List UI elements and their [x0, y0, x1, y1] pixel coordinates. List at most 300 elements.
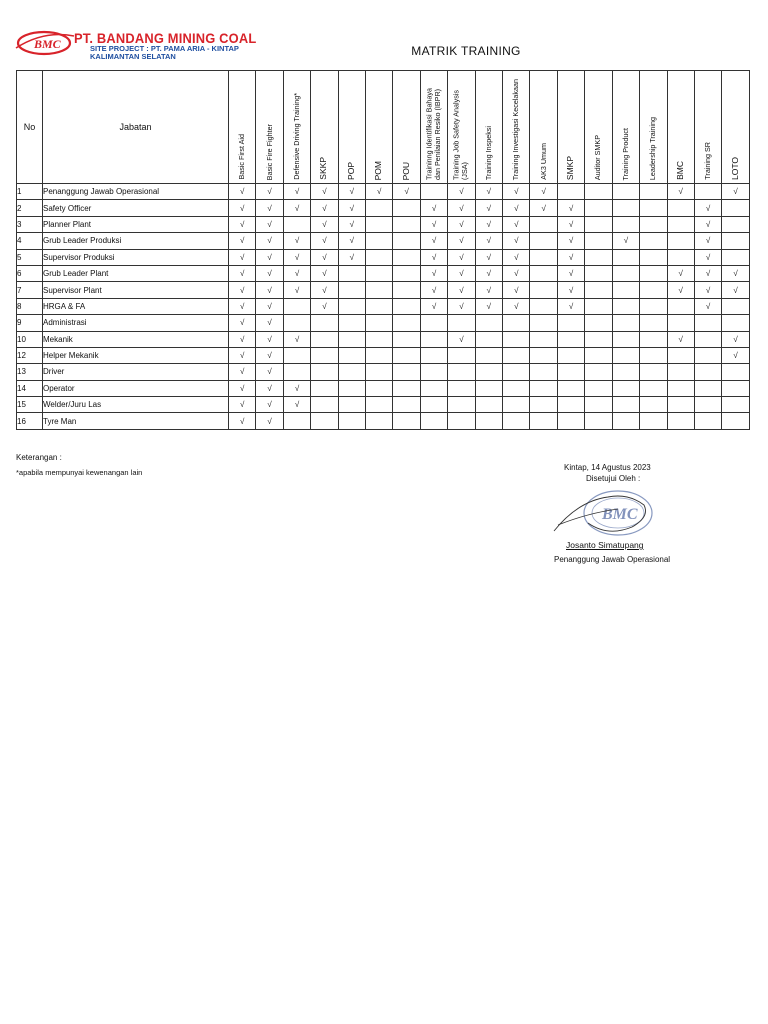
check-cell: √ [256, 265, 283, 281]
check-cell: √ [420, 233, 447, 249]
row-jabatan: Tyre Man [43, 413, 229, 429]
header-training-10 [503, 71, 530, 184]
check-cell [311, 364, 338, 380]
check-cell [694, 364, 721, 380]
check-cell [612, 397, 639, 413]
check-cell: √ [503, 282, 530, 298]
training-matrix-table [16, 70, 750, 430]
check-cell [420, 347, 447, 363]
check-cell [311, 331, 338, 347]
check-cell [503, 413, 530, 429]
check-cell: √ [311, 265, 338, 281]
company-name: PT. BANDANG MINING COAL [74, 30, 257, 46]
check-cell [420, 413, 447, 429]
table-row [17, 282, 750, 298]
check-cell: √ [475, 200, 502, 216]
check-cell [722, 216, 749, 232]
check-cell [420, 184, 447, 200]
table-row [17, 298, 750, 314]
header-training-label: Training Job Safety Analysis (JSA) [452, 89, 470, 180]
site-project: SITE PROJECT : PT. PAMA ARIA - KINTAP [90, 44, 239, 53]
header-training-8 [448, 71, 475, 184]
table-row [17, 265, 750, 281]
check-cell [640, 282, 667, 298]
check-cell: √ [311, 216, 338, 232]
check-cell [475, 315, 502, 331]
check-cell [557, 184, 584, 200]
check-cell [557, 397, 584, 413]
check-cell [283, 364, 310, 380]
check-cell [612, 315, 639, 331]
check-cell: √ [503, 233, 530, 249]
check-cell: √ [557, 265, 584, 281]
check-cell: √ [530, 184, 557, 200]
check-cell: √ [722, 184, 749, 200]
check-cell [612, 249, 639, 265]
check-cell [393, 397, 420, 413]
check-cell [612, 347, 639, 363]
check-cell: √ [557, 298, 584, 314]
check-cell: √ [283, 380, 310, 396]
check-cell: √ [557, 200, 584, 216]
check-cell [640, 298, 667, 314]
check-cell [393, 331, 420, 347]
check-cell [640, 413, 667, 429]
check-cell: √ [503, 200, 530, 216]
header-training-16 [667, 71, 694, 184]
check-cell: √ [612, 233, 639, 249]
check-cell: √ [256, 184, 283, 200]
check-cell [475, 380, 502, 396]
check-cell [503, 380, 530, 396]
check-cell [612, 331, 639, 347]
check-cell: √ [503, 265, 530, 281]
check-cell [667, 413, 694, 429]
header-no: No [17, 71, 43, 184]
check-cell: √ [366, 184, 393, 200]
check-cell: √ [338, 233, 365, 249]
header-training-3 [311, 71, 338, 184]
header-training-0 [229, 71, 256, 184]
check-cell: √ [229, 315, 256, 331]
check-cell: √ [256, 347, 283, 363]
check-cell [311, 347, 338, 363]
check-cell [475, 331, 502, 347]
check-cell: √ [311, 282, 338, 298]
check-cell [585, 331, 612, 347]
check-cell: √ [475, 282, 502, 298]
check-cell [366, 364, 393, 380]
row-no: 6 [17, 265, 43, 281]
header-training-label: AK3 Umum [538, 143, 548, 180]
check-cell [338, 413, 365, 429]
table-row [17, 347, 750, 363]
row-no: 4 [17, 233, 43, 249]
company-stamp-icon [548, 483, 658, 543]
check-cell [667, 216, 694, 232]
approved-by-label: Disetujui Oleh : [586, 474, 641, 483]
row-jabatan: Penanggung Jawab Operasional [43, 184, 229, 200]
check-cell [338, 397, 365, 413]
check-cell [393, 364, 420, 380]
check-cell [722, 315, 749, 331]
check-cell [667, 347, 694, 363]
check-cell: √ [311, 298, 338, 314]
check-cell [722, 413, 749, 429]
check-cell: √ [694, 282, 721, 298]
check-cell [311, 397, 338, 413]
check-cell [530, 380, 557, 396]
check-cell [667, 364, 694, 380]
check-cell [640, 216, 667, 232]
row-jabatan: Safety Officer [43, 200, 229, 216]
check-cell: √ [694, 200, 721, 216]
row-no: 12 [17, 347, 43, 363]
header-training-label: POP [345, 162, 356, 180]
check-cell [448, 413, 475, 429]
check-cell [585, 298, 612, 314]
header-training-15 [640, 71, 667, 184]
header-training-5 [366, 71, 393, 184]
check-cell [557, 380, 584, 396]
check-cell: √ [256, 298, 283, 314]
check-cell: √ [338, 216, 365, 232]
check-cell: √ [448, 200, 475, 216]
row-jabatan: Welder/Juru Las [43, 397, 229, 413]
check-cell: √ [338, 249, 365, 265]
check-cell: √ [229, 233, 256, 249]
check-cell [366, 315, 393, 331]
check-cell: √ [722, 331, 749, 347]
check-cell [530, 347, 557, 363]
check-cell [640, 364, 667, 380]
check-cell: √ [283, 282, 310, 298]
header-training-2 [283, 71, 310, 184]
check-cell [557, 364, 584, 380]
signer-position: Penanggung Jawab Operasional [554, 555, 671, 564]
check-cell [311, 380, 338, 396]
check-cell: √ [311, 233, 338, 249]
check-cell: √ [475, 233, 502, 249]
check-cell [448, 315, 475, 331]
check-cell: √ [667, 265, 694, 281]
check-cell: √ [256, 216, 283, 232]
check-cell: √ [448, 184, 475, 200]
header-training-11 [530, 71, 557, 184]
header-training-label: BMC [674, 161, 685, 180]
check-cell: √ [667, 331, 694, 347]
check-cell [612, 265, 639, 281]
row-no: 2 [17, 200, 43, 216]
check-cell [393, 413, 420, 429]
check-cell [420, 397, 447, 413]
check-cell: √ [475, 298, 502, 314]
check-cell: √ [229, 347, 256, 363]
check-cell [640, 315, 667, 331]
check-cell: √ [311, 249, 338, 265]
check-cell: √ [448, 216, 475, 232]
check-cell [503, 331, 530, 347]
check-cell [366, 282, 393, 298]
table-row [17, 364, 750, 380]
table-row [17, 233, 750, 249]
check-cell: √ [722, 347, 749, 363]
check-cell [612, 184, 639, 200]
check-cell: √ [475, 265, 502, 281]
header-training-label: Traininng Identifikasi Bahaya dan Penilaian Resiko (IBPR) [424, 87, 443, 180]
check-cell [694, 331, 721, 347]
check-cell [366, 216, 393, 232]
check-cell [311, 315, 338, 331]
header-training-label: SKKP [318, 157, 329, 180]
check-cell [530, 397, 557, 413]
check-cell [667, 380, 694, 396]
header-training-label: Training Investigasi Kecelakaan [511, 78, 521, 180]
row-jabatan: Administrasi [43, 315, 229, 331]
check-cell [393, 380, 420, 396]
check-cell [393, 233, 420, 249]
check-cell [283, 413, 310, 429]
check-cell [585, 265, 612, 281]
check-cell [338, 347, 365, 363]
check-cell: √ [694, 233, 721, 249]
header-jabatan: Jabatan [43, 71, 229, 184]
row-no: 10 [17, 331, 43, 347]
check-cell [338, 282, 365, 298]
check-cell [283, 216, 310, 232]
table-row [17, 200, 750, 216]
check-cell: √ [256, 200, 283, 216]
check-cell [640, 397, 667, 413]
check-cell [640, 380, 667, 396]
check-cell [585, 233, 612, 249]
check-cell [722, 380, 749, 396]
check-cell [667, 397, 694, 413]
check-cell [366, 347, 393, 363]
row-no: 15 [17, 397, 43, 413]
check-cell [448, 364, 475, 380]
check-cell [585, 216, 612, 232]
header-training-label: Defensive Driving Training* [291, 93, 301, 180]
table-row [17, 249, 750, 265]
page-title: MATRIK TRAINING [411, 44, 521, 58]
check-cell: √ [420, 249, 447, 265]
check-cell: √ [448, 331, 475, 347]
check-cell [393, 315, 420, 331]
check-cell: √ [557, 216, 584, 232]
check-cell [667, 315, 694, 331]
check-cell: √ [338, 184, 365, 200]
check-cell: √ [448, 233, 475, 249]
check-cell: √ [393, 184, 420, 200]
check-cell [722, 397, 749, 413]
row-jabatan: Grub Leader Produksi [43, 233, 229, 249]
check-cell [640, 249, 667, 265]
check-cell [393, 216, 420, 232]
check-cell: √ [256, 364, 283, 380]
check-cell: √ [283, 233, 310, 249]
check-cell [585, 282, 612, 298]
check-cell [366, 298, 393, 314]
check-cell: √ [311, 200, 338, 216]
check-cell: √ [475, 216, 502, 232]
check-cell: √ [256, 413, 283, 429]
header-training-label: Basic Fire Fighter [264, 123, 274, 180]
row-jabatan: Supervisor Produksi [43, 249, 229, 265]
check-cell: √ [694, 298, 721, 314]
row-no: 9 [17, 315, 43, 331]
check-cell: √ [229, 397, 256, 413]
header-training-4 [338, 71, 365, 184]
check-cell [585, 249, 612, 265]
check-cell: √ [557, 282, 584, 298]
place-date: Kintap, 14 Agustus 2023 [564, 463, 651, 472]
check-cell [667, 298, 694, 314]
header-training-14 [612, 71, 639, 184]
check-cell [283, 347, 310, 363]
check-cell [366, 200, 393, 216]
check-cell [557, 413, 584, 429]
header-training-label: Training Product [620, 127, 630, 180]
check-cell: √ [229, 413, 256, 429]
row-no: 13 [17, 364, 43, 380]
header-training-label: POM [373, 160, 384, 180]
check-cell: √ [420, 216, 447, 232]
check-cell: √ [448, 298, 475, 314]
check-cell [366, 397, 393, 413]
check-cell: √ [530, 200, 557, 216]
check-cell [503, 397, 530, 413]
check-cell: √ [256, 331, 283, 347]
check-cell [612, 216, 639, 232]
check-cell: √ [694, 249, 721, 265]
check-cell: √ [256, 249, 283, 265]
check-cell [722, 200, 749, 216]
check-cell [557, 347, 584, 363]
check-cell: √ [420, 298, 447, 314]
check-cell [530, 331, 557, 347]
check-cell: √ [420, 282, 447, 298]
header-training-18 [722, 71, 749, 184]
check-cell: √ [229, 282, 256, 298]
check-cell [694, 413, 721, 429]
check-cell: √ [420, 200, 447, 216]
check-cell [283, 315, 310, 331]
check-cell: √ [420, 265, 447, 281]
check-cell: √ [256, 315, 283, 331]
check-cell [530, 249, 557, 265]
check-cell [640, 200, 667, 216]
check-cell [722, 249, 749, 265]
check-cell: √ [475, 249, 502, 265]
check-cell [557, 315, 584, 331]
check-cell [694, 380, 721, 396]
check-cell [475, 397, 502, 413]
check-cell: √ [722, 265, 749, 281]
check-cell: √ [283, 331, 310, 347]
row-jabatan: Driver [43, 364, 229, 380]
check-cell [503, 315, 530, 331]
check-cell [393, 347, 420, 363]
check-cell: √ [283, 397, 310, 413]
check-cell [338, 265, 365, 281]
check-cell: √ [667, 184, 694, 200]
check-cell [393, 282, 420, 298]
check-cell: √ [229, 249, 256, 265]
check-cell [530, 315, 557, 331]
row-no: 5 [17, 249, 43, 265]
check-cell [283, 298, 310, 314]
check-cell: √ [694, 265, 721, 281]
check-cell [667, 233, 694, 249]
header-training-6 [393, 71, 420, 184]
check-cell [393, 200, 420, 216]
header-training-label: Auditor SMKP [593, 134, 603, 180]
notes-label: Keterangan : [16, 453, 62, 462]
check-cell [420, 331, 447, 347]
row-jabatan: Operator [43, 380, 229, 396]
check-cell [475, 347, 502, 363]
check-cell [585, 184, 612, 200]
row-no: 8 [17, 298, 43, 314]
check-cell [585, 380, 612, 396]
check-cell [530, 298, 557, 314]
check-cell: √ [311, 184, 338, 200]
check-cell [338, 364, 365, 380]
check-cell [530, 265, 557, 281]
header-training-label: LOTO [729, 157, 740, 180]
check-cell: √ [229, 184, 256, 200]
row-no: 16 [17, 413, 43, 429]
check-cell [640, 265, 667, 281]
check-cell [612, 200, 639, 216]
check-cell: √ [503, 216, 530, 232]
row-jabatan: Mekanik [43, 331, 229, 347]
check-cell [393, 249, 420, 265]
check-cell: √ [503, 298, 530, 314]
check-cell [393, 265, 420, 281]
check-cell [585, 364, 612, 380]
row-jabatan: HRGA & FA [43, 298, 229, 314]
header-training-label: Basic First Aid [237, 134, 247, 180]
check-cell [448, 380, 475, 396]
check-cell [694, 184, 721, 200]
check-cell: √ [283, 200, 310, 216]
check-cell [612, 298, 639, 314]
check-cell [585, 347, 612, 363]
header-training-7 [420, 71, 447, 184]
check-cell [722, 298, 749, 314]
header-training-label: Training Inspeksi [483, 125, 493, 180]
check-cell [694, 397, 721, 413]
row-jabatan: Supervisor Plant [43, 282, 229, 298]
check-cell [366, 380, 393, 396]
table-row [17, 331, 750, 347]
check-cell [338, 298, 365, 314]
check-cell: √ [229, 265, 256, 281]
check-cell: √ [229, 380, 256, 396]
check-cell [640, 233, 667, 249]
check-cell: √ [475, 184, 502, 200]
check-cell: √ [694, 216, 721, 232]
check-cell: √ [256, 397, 283, 413]
header-training-1 [256, 71, 283, 184]
check-cell [612, 364, 639, 380]
check-cell [393, 298, 420, 314]
notes-text: *apabila mempunyai kewenangan lain [16, 468, 143, 477]
row-no: 1 [17, 184, 43, 200]
check-cell [448, 347, 475, 363]
